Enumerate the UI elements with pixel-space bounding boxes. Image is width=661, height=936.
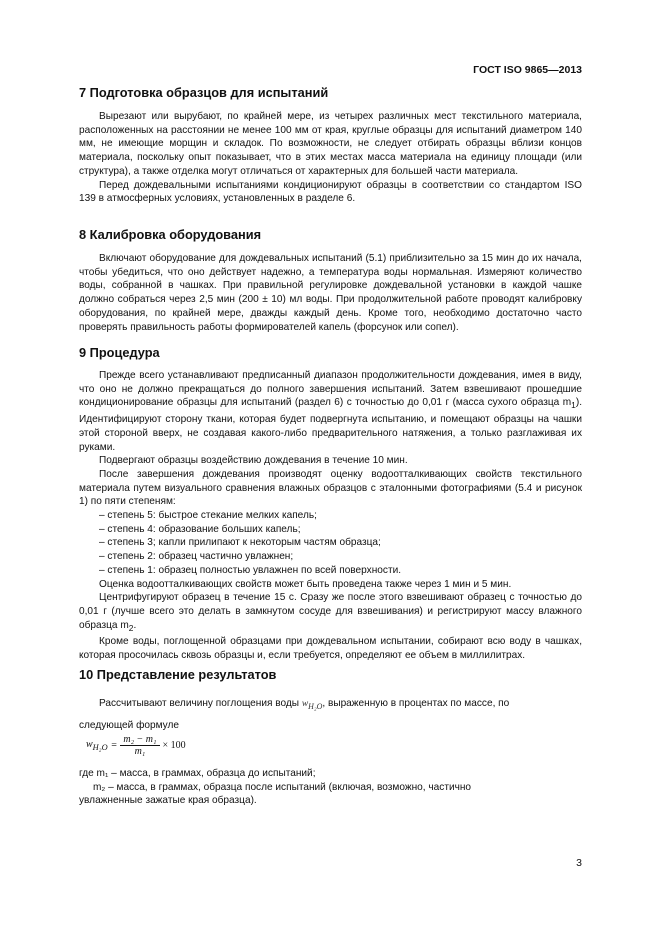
paragraph: Прежде всего устанавливают предписанный диапазон продолжительности дождевания, имея в виду, что оно не должно прекращаться до полного завершения испытаний. Затем взвешивают прошедшие кондиционирование образцы для испытаний (раздел 6) с точностью до 0,01 г (масса сухого образца $m_1$). Идентифицируют сторону ткани, которая будет подвергнута испытанию, и помещают образцы на чашки этой стороной вверх, не создавая какого-либо предварительного натяжения, а только разглаживая их руками. <box>79 370 582 453</box>
formula-legend <box>79 767 582 808</box>
section-7-body <box>79 110 582 206</box>
paragraph: Включают оборудование для дождевальных испытаний (5.1) приблизительно за 15 мин до их начала, чтобы убедиться, что оно действует надежно, а температура воды нормальная. Измеряют количество воды, собранной в чашках. При правильной регулировке дождевальной установки в каждой чашке должно собраться через 2,5 мин (200 ± 10) мл воды. При продолжительной работе проводят калибровку оборудования, по крайней мере, дважды каждый день. Кроме того, необходимо достаточно часто проверять правильность работы формирователей капель (форсунок или сопел). <box>79 253 582 333</box>
paragraph: Подвергают образцы воздействию дождевания в течение 10 мин. <box>99 455 408 467</box>
section-9-body <box>79 369 582 663</box>
formula-times: × 100 <box>162 740 186 751</box>
legend-line: m₂ – масса, в граммах, образца после испытаний (включая, возможно, частично <box>93 781 472 793</box>
grade-item: – степень 1: образец полностью увлажнен по всей поверхности. <box>99 564 402 576</box>
section-10-intro <box>79 697 582 732</box>
section-8-body <box>79 252 582 334</box>
paragraph: Оценка водоотталкивающих свойств может быть проведена также через 1 мин и 5 мин. <box>99 578 512 590</box>
paragraph: следующей формуле <box>79 719 179 731</box>
legend-line: где m₁ – масса, в граммах, образца до испытаний; <box>79 768 316 779</box>
document-code: ГОСТ ISO 9865—2013 <box>473 64 582 76</box>
section-8-title: 8 Калибровка оборудования <box>79 227 262 242</box>
grade-item: – степень 5: быстрое стекание мелких капель; <box>99 510 317 522</box>
w-symbol: $w_{H_2O}$ <box>301 699 323 711</box>
section-10-title: 10 Представление результатов <box>79 667 277 682</box>
formula-eq: = <box>110 740 118 751</box>
legend-line: увлажненные зажатые края образца). <box>79 795 257 807</box>
paragraph: После завершения дождевания производят оценку водоотталкивающих свойств текстильного материала путем визуального сравнения влажных образцов с эталонными фотографиями (5.4 и рисунок 1) по пяти степеням: <box>79 468 582 508</box>
paragraph: Центрифугируют образец в течение 15 с. Сразу же после этого взвешивают образец с точностью до 0,01 г (лучше всего это делать в замкнутом сосуде для взвешивания) и регистрируют массу влажного образца $m_2$. <box>79 592 582 633</box>
page-number: 3 <box>576 857 582 869</box>
formula-fraction <box>120 734 159 757</box>
formula-numerator: m₂ − m₁ <box>120 734 159 746</box>
section-9-title: 9 Процедура <box>79 345 160 360</box>
grade-item: – степень 3; капли прилипают к некоторым частям образца; <box>99 537 381 549</box>
formula-lhs: $w_{H_2O}$ <box>86 739 108 752</box>
paragraph: Кроме воды, поглощенной образцами при дождевальном испытании, собирают всю воду в чашках, которая просочилась сквозь образцы и, если требуется, определяют ее объем в миллилитрах. <box>79 636 582 662</box>
paragraph: Перед дождевальными испытаниями кондиционируют образцы в соответствии со стандартом ISO 139 в атмосферных условиях, установленных в разделе 6. <box>79 179 582 205</box>
grade-item: – степень 2: образец частично увлажнен; <box>99 551 294 563</box>
grade-item: – степень 4: образование больших капель; <box>99 523 301 535</box>
paragraph: Вырезают или вырубают, по крайней мере, из четырех различных мест текстильного материала, расположенных на расстоянии не менее 100 мм от края, круглые образцы для испытаний диаметром 140 мм, не имеющие морщин и складок. По возможности, не следует отбирать образцы вблизи концов материала, поскольку опыт показывает, что в этих местах масса материала на единицу площади (или структура), а также отделка могут отличаться от характерных для большей части материала. <box>79 111 582 177</box>
formula-denominator: m₁ <box>134 746 146 757</box>
section-7-title: 7 Подготовка образцов для испытаний <box>79 85 329 100</box>
paragraph: Рассчитывают величину поглощения воды $w_{H_2O}$, выраженную в процентах по массе, по <box>99 698 510 711</box>
formula <box>86 734 186 757</box>
